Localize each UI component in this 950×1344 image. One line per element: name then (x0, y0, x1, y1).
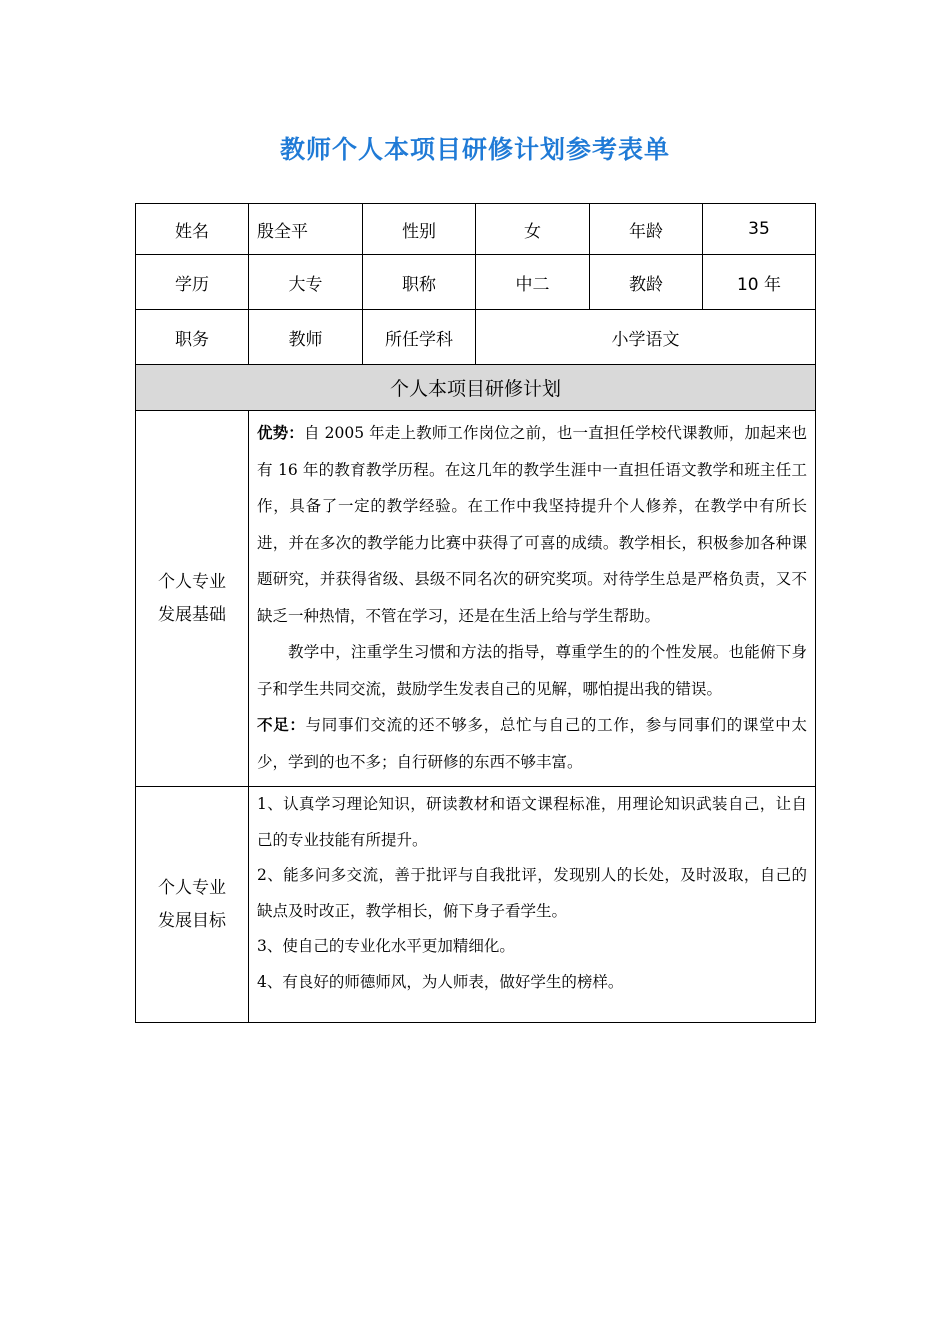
subject-value: 小学语文 (476, 310, 816, 365)
weakness-label: 不足： (257, 716, 306, 734)
goals-row (136, 787, 816, 1023)
foundation-content (249, 411, 816, 787)
info-row-1 (136, 204, 816, 255)
weakness-paragraph (257, 707, 807, 780)
strength-text: 自 2005 年走上教师工作岗位之前，也一直担任学校代课教师，加起来也有 16 年的教育教学历程。在这几年的教学生涯中一直担任语文教学和班主任工作，具备了一定的教学经验。在工作中我坚持提升个人修养，在教学中有所长进，并在多次的教学能力比赛中获得了可喜的成绩。教学相长，积极参加各种课题研究，并获得省级、县级不同名次的研究奖项。对待学生总是严格负责，又不缺乏一种热情，不管在学习，还是在生活上给与学生帮助。 (257, 424, 807, 625)
age-label: 年龄 (590, 204, 703, 255)
goal-item-3: 3、使自己的专业化水平更加精细化。 (257, 937, 515, 955)
age-value: 35 (703, 204, 816, 255)
goals-label-line1: 个人专业 (158, 877, 226, 898)
goal-item-1: 1、认真学习理论知识，研读教材和语文课程标准，用理论知识武装自己，让自己的专业技能有所提升。 (257, 795, 807, 849)
name-value: 殷全平 (249, 204, 363, 255)
foundation-row (136, 411, 816, 787)
position-value: 教师 (249, 310, 363, 365)
info-row-3 (136, 310, 816, 365)
gender-value: 女 (476, 204, 590, 255)
education-label: 学历 (136, 255, 249, 310)
name-label: 姓名 (136, 204, 249, 255)
professional-title-label: 职称 (363, 255, 476, 310)
teaching-years-label: 教龄 (590, 255, 703, 310)
foundation-label-line1: 个人专业 (158, 571, 226, 592)
education-value: 大专 (249, 255, 363, 310)
strength-paragraph-2: 教学中，注重学生习惯和方法的指导，尊重学生的的个性发展。也能俯下身子和学生共同交流，鼓励学生发表自己的见解，哪怕提出我的错误。 (257, 643, 807, 698)
strength-label: 优势： (257, 424, 304, 442)
goal-item-2: 2、能多问多交流，善于批评与自我批评，发现别人的长处，及时汲取，自己的缺点及时改正，教学相长，俯下身子看学生。 (257, 866, 807, 920)
subject-label: 所任学科 (363, 310, 476, 365)
professional-title-value: 中二 (476, 255, 590, 310)
info-row-2 (136, 255, 816, 310)
gender-label: 性别 (363, 204, 476, 255)
plan-form-table (135, 203, 816, 1023)
teaching-years-value: 10 年 (703, 255, 816, 310)
page-title: 教师个人本项目研修计划参考表单 (279, 135, 670, 164)
goals-content (249, 787, 816, 1023)
weakness-text: 与同事们交流的还不够多，总忙与自己的工作，参与同事们的课堂中太少，学到的也不多；自行研修的东西不够丰富。 (257, 716, 807, 771)
strength-paragraph (257, 415, 807, 634)
position-label: 职务 (136, 310, 249, 365)
section-header-row (136, 365, 816, 411)
foundation-label-line2: 发展基础 (158, 604, 226, 625)
section-header: 个人本项目研修计划 (136, 365, 816, 411)
goals-label-line2: 发展目标 (158, 910, 226, 931)
goal-item-4: 4、有良好的师德师风，为人师表，做好学生的榜样。 (257, 972, 624, 991)
foundation-label (136, 411, 249, 787)
goals-label (136, 787, 249, 1023)
